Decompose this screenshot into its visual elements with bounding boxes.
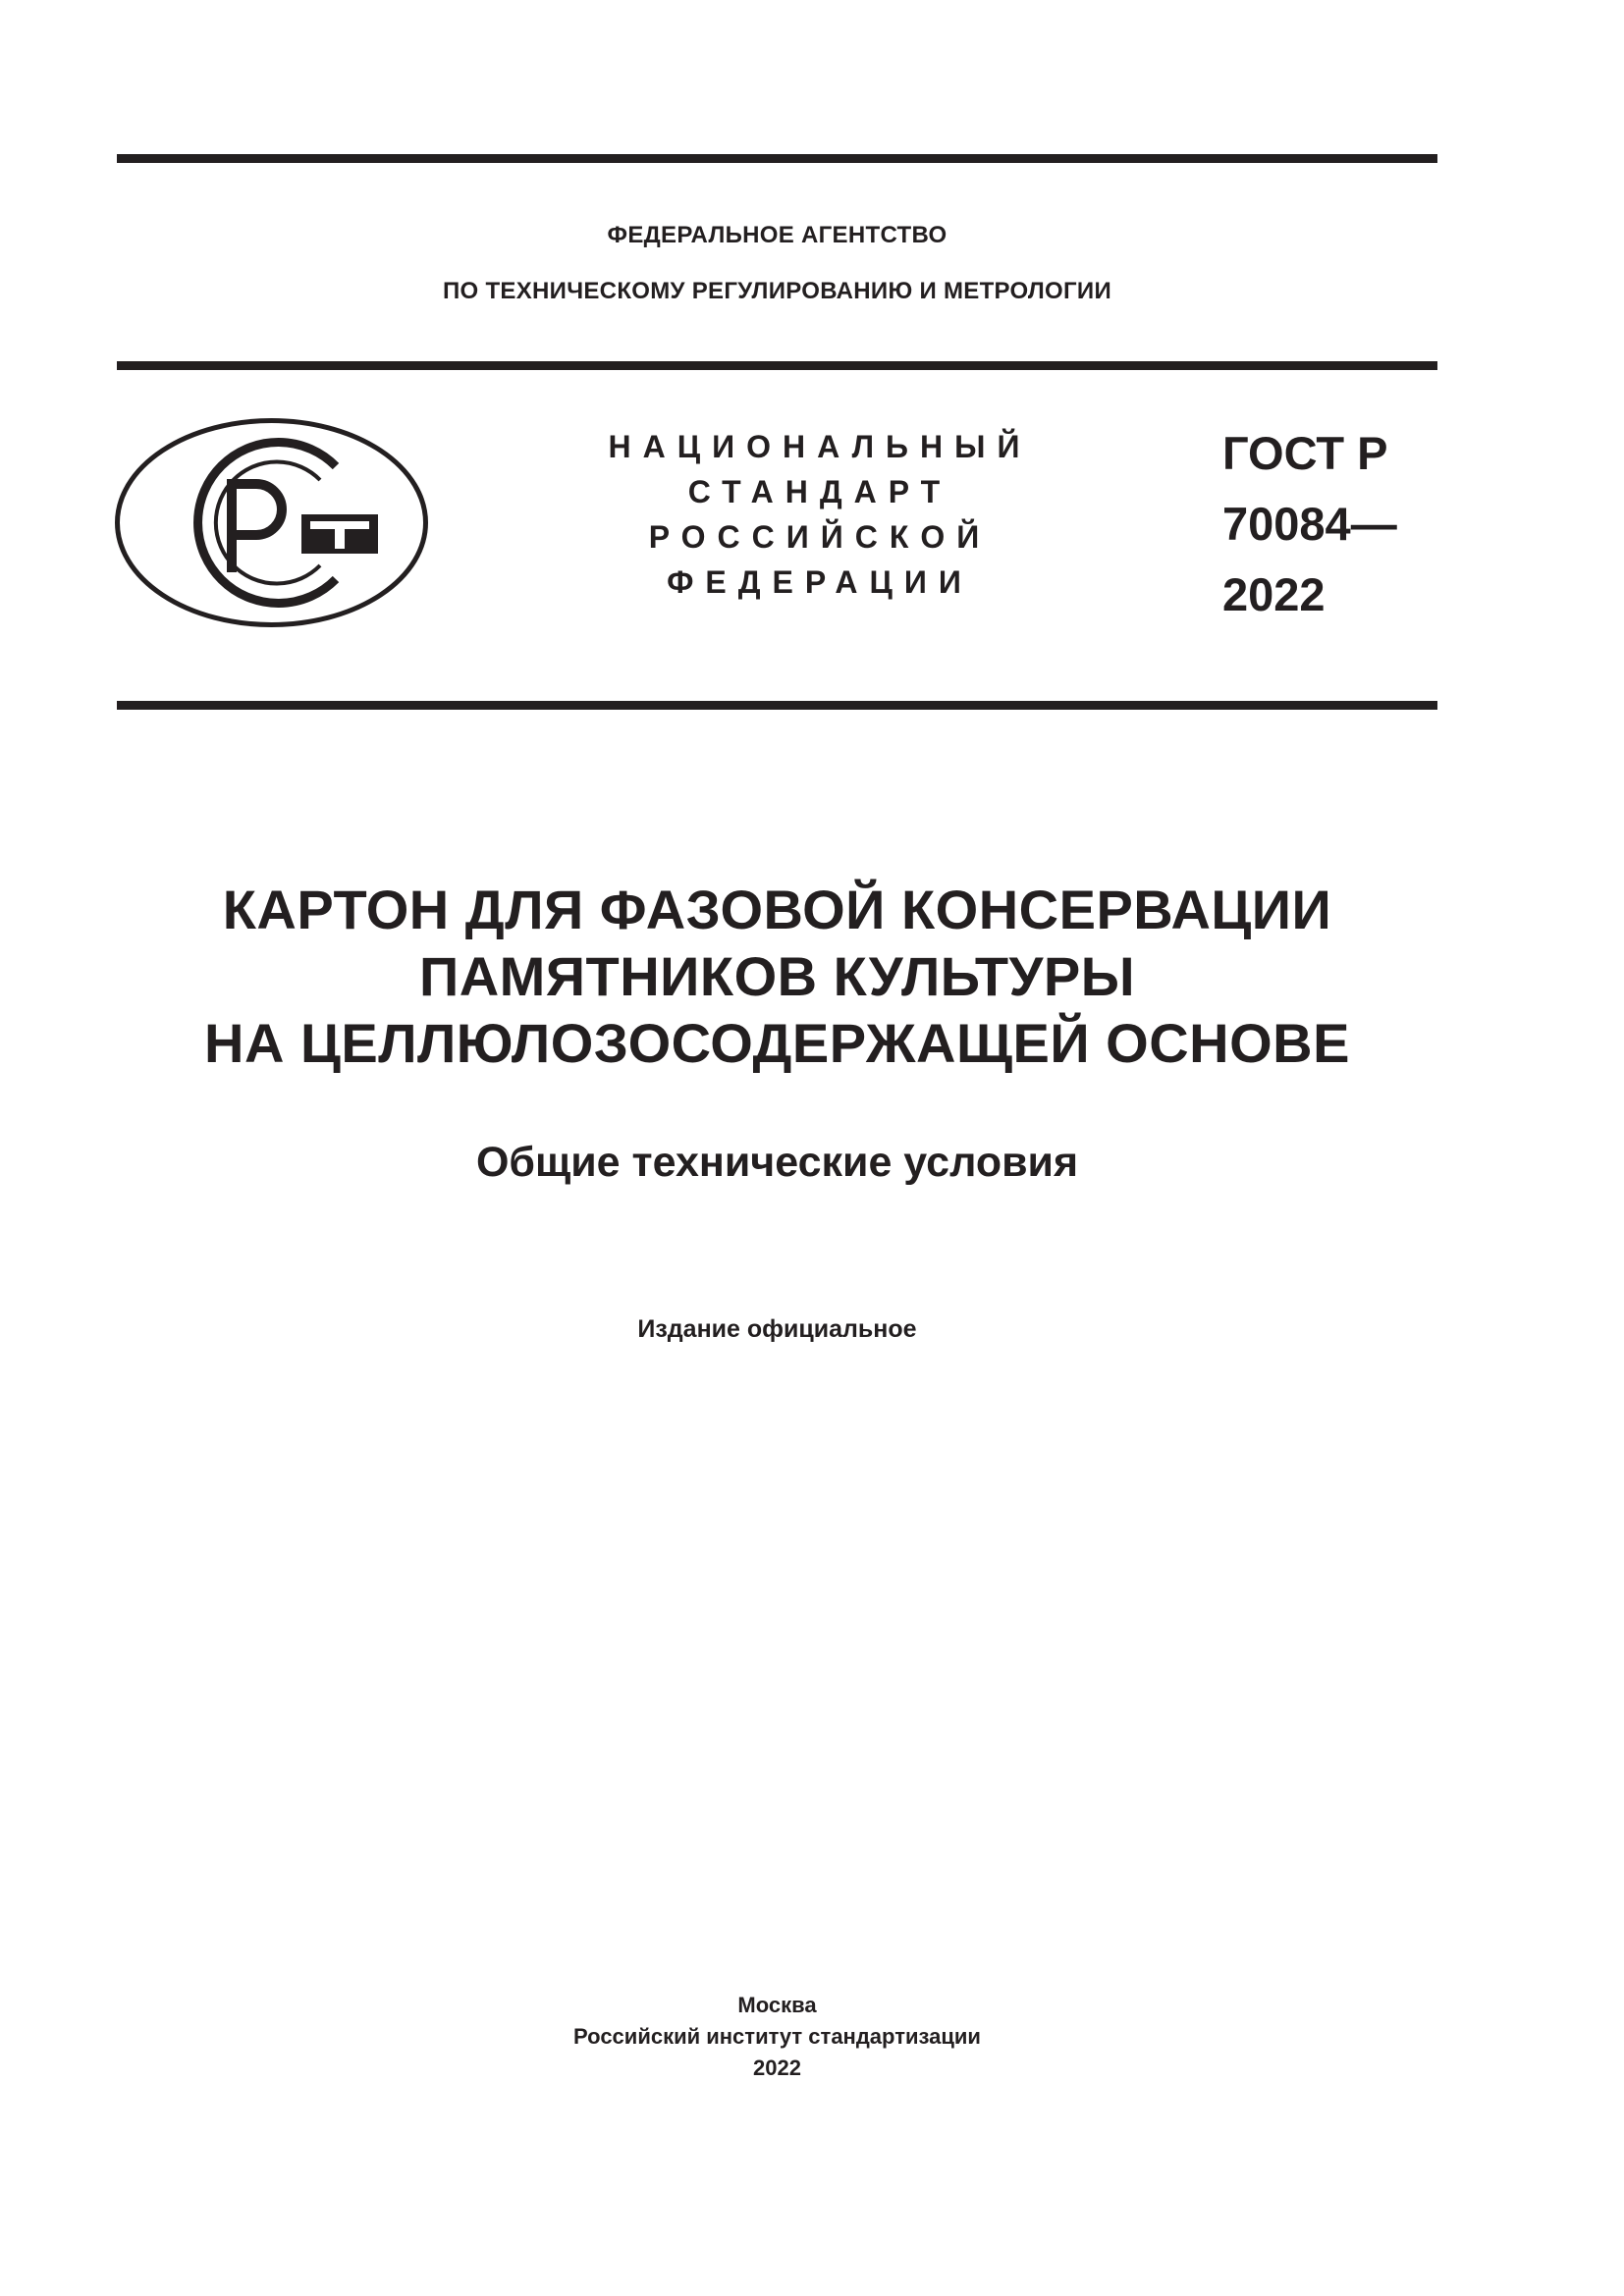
document-subtitle: Общие технические условия: [475, 1139, 1079, 1186]
title-line-2: ПАМЯТНИКОВ КУЛЬТУРЫ: [418, 945, 1136, 1007]
title-line-3: НА ЦЕЛЛЮЛОЗОСОДЕРЖАЩЕЙ ОСНОВЕ: [204, 1012, 1350, 1074]
designation-line-1: ГОСТ Р: [1222, 427, 1388, 479]
rst-certification-mark-icon: [114, 417, 429, 628]
national-standard-line-3: РОССИЙСКОЙ: [648, 519, 992, 555]
agency-name-line-2: ПО ТЕХНИЧЕСКОМУ РЕГУЛИРОВАНИЮ И МЕТРОЛОГИИ: [442, 278, 1112, 304]
title-line-1: КАРТОН ДЛЯ ФАЗОВОЙ КОНСЕРВАЦИИ: [222, 879, 1332, 940]
imprint-year: 2022: [753, 2056, 801, 2080]
national-standard-line-4: ФЕДЕРАЦИИ: [667, 564, 973, 600]
standard-designation: [1222, 418, 1397, 630]
national-standard-line-2: СТАНДАРТ: [687, 474, 952, 509]
agency-name-line-1: ФЕДЕРАЛЬНОЕ АГЕНТСТВО: [607, 222, 947, 248]
designation-line-3: 2022: [1222, 568, 1326, 620]
imprint-publisher: Российский институт стандартизации: [573, 2024, 981, 2049]
national-standard-label: [550, 424, 1090, 605]
imprint-city: Москва: [737, 1993, 817, 2017]
imprint: [117, 1990, 1437, 2084]
edition-note: Издание официальное: [637, 1315, 917, 1343]
national-standard-line-1: НАЦИОНАЛЬНЫЙ: [608, 429, 1032, 464]
top-rule: [117, 154, 1437, 163]
document-title: [117, 877, 1437, 1077]
designation-line-2: 70084—: [1222, 498, 1397, 550]
header-bottom-rule: [117, 701, 1437, 710]
header-rule: [117, 361, 1437, 370]
